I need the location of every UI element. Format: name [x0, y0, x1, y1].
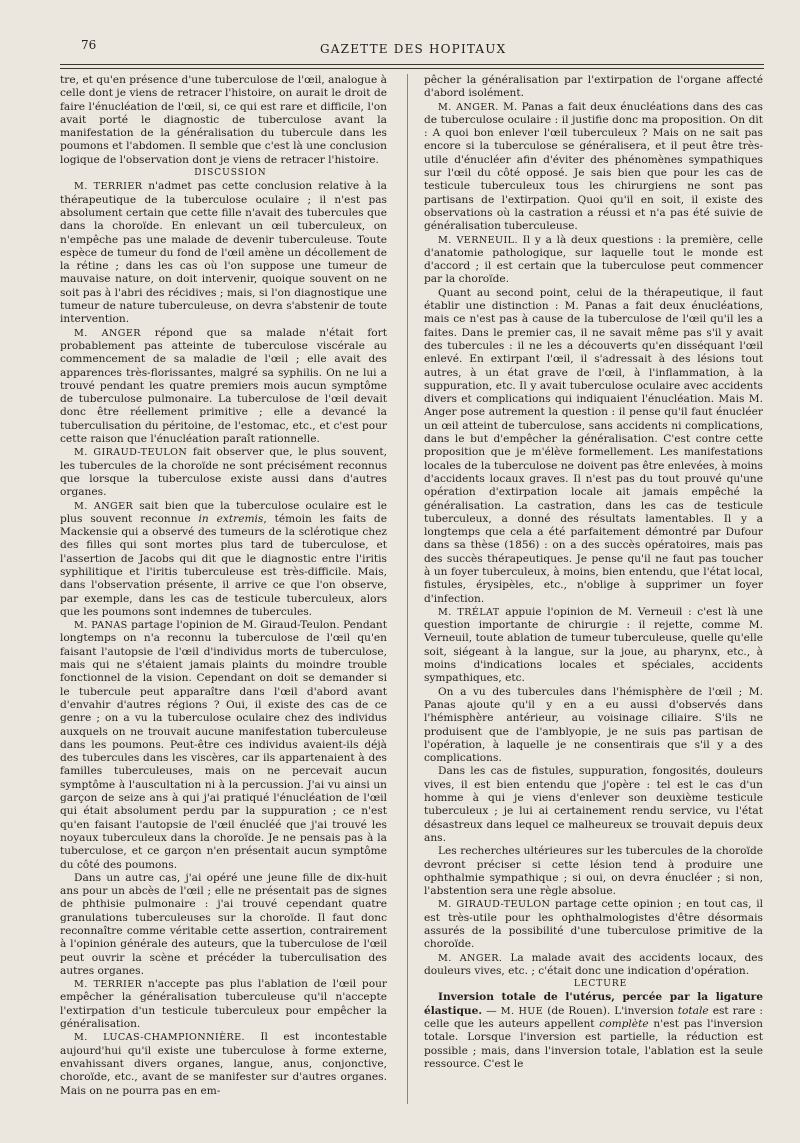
section-heading: DISCUSSION: [194, 168, 267, 179]
section-heading: LECTURE: [573, 979, 628, 990]
paragraph: M. TRÉLAT appuie l'opinion de M. Verneuil : c'est là une question importante de chirurgie : il rejette, comme M. Verneuil, toute ablation de tumeur tuberculeuse, quelle qu'elle soit, siégeant à la langue, sur la joue, au pharynx, etc., à moins d'indications locales et spéciales, accidents sympathiques, etc.: [424, 605, 764, 685]
paragraph: Dans les cas de fistules, suppuration, fongosités, douleurs vives, il est bien entendu que j'opère : tel est le cas d'un homme à qui je viens d'enlever son deuxième testicule tuberculeux ; je lui ai certainement rendu service, vu l'état désastreux dans lequel ce malheureux se trouvait depuis deux ans.: [424, 765, 763, 844]
speaker-name: M. TERRIER: [74, 181, 143, 193]
paragraph: M. ANGER. M. Panas a fait deux énucléations dans des cas de tuberculose oculaire : il justifie donc ma proposition. On dit : A quoi bon enlever l'œil tuberculeux ? Mais on ne sait pas encore si la tuberculose se généralisera, et il peut être très-utile d'énucléer afin d'éviter des phénomènes sympathiques sur l'œil du côté opposé. Je sais bien que pour les cas de testicule tuberculeux tous les chirurgiens ne sont pas partisans de l'extirpation. Quoi qu'il en soit, il existe des observations où la castration a réussi et n'a pas été suivie de généralisation tuberculeuse.: [424, 100, 763, 233]
right-column: [424, 74, 763, 1071]
paragraph: M. ANGER. La malade avait des accidents locaux, des douleurs vives, etc. ; c'était donc une indication d'opération.: [424, 951, 764, 977]
paragraph: M. ANGER répond que sa malade n'était fort probablement pas atteinte de tuberculose viscérale au commencement de sa maladie de l'œil ; elle avait des apparences très-florissantes, malgré sa syphilis. On ne lui a trouvé pendant les quatre premiers mois aucun symptôme de tuberculose pulmonaire. La tuberculose de l'œil devait donc être réellement primitive ; elle a devancé la tuberculisation du péritoine, de l'estomac, etc., et c'est pour cette raison que l'énucléation paraît rationnelle.: [60, 326, 387, 446]
speaker-name: M. VERNEUIL.: [438, 234, 518, 246]
speaker-name: M. ANGER.: [438, 101, 499, 113]
speaker-name: M. HUE: [500, 1005, 544, 1017]
paragraph: M. TERRIER n'accepte pas plus l'ablation de l'œil pour empêcher la généralisation tuberculeuse qu'il n'accepte l'extirpation d'un testicule tuberculeux pour empêcher la généralisation.: [60, 978, 387, 1031]
paragraph: M. GIRAUD-TEULON partage cette opinion ; en tout cas, il est très-utile pour les ophthalmologistes d'être désormais assurés de la possibilité d'une tuberculose primitive de la choroïde.: [424, 898, 763, 951]
speaker-name: M. TERRIER: [74, 979, 143, 991]
column-divider: [407, 74, 408, 1104]
paragraph: M. LUCAS-CHAMPIONNIÈRE. Il est incontestable aujourd'hui qu'il existe une tuberculose à forme externe, envahissant divers organes, langue, anus, conjonctive, choroïde, etc., avant de se manifester sur d'autres organes. Mais on ne pourra pas en em-: [60, 1031, 387, 1097]
paragraph: M. VERNEUIL. Il y a là deux questions : la première, celle d'anatomie pathologique, sur laquelle tout le monde est d'accord ; il est certain que la tuberculose peut commencer par la choroïde.: [424, 233, 763, 286]
speaker-name: M. PANAS: [74, 620, 128, 632]
speaker-name: M. GIRAUD-TEULON: [74, 447, 188, 459]
paragraph: tre, et qu'en présence d'une tuberculose de l'œil, analogue à celle dont je viens de retracer l'histoire, on aurait le droit de faire l'énucléation de l'œil, si, ce qui est rare et difficile, l'on avait porté le diagnostic de tuberculose avant la manifestation de la généralisation du tubercule dans les poumons et l'abdomen. Il semble que c'est là une conclusion logique de l'observation dont je viens de retracer l'histoire.: [60, 74, 387, 166]
header-rule: [60, 68, 764, 69]
paragraph: Quant au second point, celui de la thérapeutique, il faut établir une distinction : M. Panas a fait deux énucléations, mais ce n'est pas à cause de la tuberculose de l'œil qu'il les a faites. Dans le premier cas, il ne savait même pas s'il y avait des tubercules : il ne les a découverts qu'en disséquant l'œil enlevé. En extirpant l'œil, il s'adressait à des lésions tout autres, à un état grave de l'œil, à l'inflammation, à la suppuration, etc. Il y avait tuberculose oculaire avec accidents divers et complications qui indiquaient l'énucléation. Mais M. Anger pose autrement la question : il pense qu'il faut énucléer un œil atteint de tuberculose, sans accidents ni complications, dans le but d'empêcher la généralisation. C'est contre cette proposition que je m'élève formellement. Les manifestations locales de la tuberculose ne doivent pas être enlevées, à moins d'accidents locaux graves. Il n'est pas du tout prouvé qu'une opération d'extirpation locale ait jamais empêché la généralisation. La castration, dans les cas de testicule tuberculeux, a donné des résultats lamentables. Il y a longtemps que cela a été parfaitement démontré par Dufour dans sa thèse (1856) : on a des succès opératoires, mais pas des succès thérapeutiques. Je pense qu'il ne faut pas toucher à un foyer tuberculeux, à moins, bien entendu, que l'état local, fistules, érysipèles, etc., n'oblige à supprimer un foyer d'infection.: [424, 286, 763, 605]
speaker-name: M. ANGER.: [438, 952, 503, 964]
article-title: Inversion totale de l'utérus, percée par la ligature élastique.: [424, 991, 763, 1017]
paragraph: Inversion totale de l'utérus, percée par la ligature élastique. — M. HUE (de Rouen). L'inversion totale est rare : celle que les auteurs appellent complète n'est pas l'inversion totale. Lorsque l'inversion est partielle, la réduction est possible ; mais, dans l'inversion totale, l'ablation est la seule ressource. C'est le: [424, 991, 763, 1070]
page-number: 76: [81, 38, 97, 52]
speaker-name: M. ANGER: [74, 327, 141, 339]
paragraph: On a vu des tubercules dans l'hémisphère de l'œil ; M. Panas ajoute qu'il y en a eu aussi d'observés dans l'hémisphère antérieur, au voisinage ciliaire. S'ils ne produisent que de l'amblyopie, je ne suis pas partisan de l'opération, à laquelle je ne consentirais que s'il y a des complications.: [424, 685, 763, 765]
paragraph: Dans un autre cas, j'ai opéré une jeune fille de dix-huit ans pour un abcès de l'œil ; elle ne présentait pas de signes de phthisie pulmonaire : j'ai trouvé cependant quatre granulations tuberculeuses sur la choroïde. Il faut donc reconnaître comme véritable cette assertion, contrairement à l'opinion générale des auteurs, que la tuberculose de l'œil peut ouvrir la scène et précéder la tuberculisation des autres organes.: [60, 871, 387, 977]
paragraph: M. GIRAUD-TEULON fait observer que, le plus souvent, les tubercules de la choroïde ne sont précisément reconnus que lorsque la tuberculose existe aussi dans d'autres organes.: [60, 446, 387, 499]
paragraph: M. PANAS partage l'opinion de M. Giraud-Teulon. Pendant longtemps on n'a reconnu la tuberculose de l'œil qu'en faisant l'autopsie de l'œil d'individus morts de tuberculose, mais qui ne s'étaient jamais plaints du moindre trouble fonctionnel de la vision. Cependant on doit se demander si le tubercule peut apparaître dans l'œil d'abord avant d'envahir d'autres régions ? Oui, il existe des cas de ce genre ; on a vu la tuberculose oculaire chez des individus auxquels on ne trouvait aucune manifestation tuberculeuse dans les poumons. Peut-être ces individus avaient-ils déjà des tubercules dans les viscères, car ils appartenaient à des familles tuberculeuses, mais on ne percevait aucun symptôme à l'auscultation ni à la percussion. J'ai vu ainsi un garçon de seize ans à qui j'ai pratiqué l'énucléation de l'œil qui était absolument perdu par la suppuration ; ce n'est qu'en faisant l'autopsie de l'œil énucléé que j'ai trouvé les noyaux tuberculeux dans la choroïde. Je ne pensais pas à la tuberculose, et ce garçon n'en présentait aucun symptôme du côté des poumons.: [60, 619, 387, 871]
paragraph: pêcher la généralisation par l'extirpation de l'organe affecté d'abord isolément.: [424, 74, 763, 100]
speaker-name: M. ANGER: [74, 500, 134, 512]
speaker-name: M. TRÉLAT: [438, 606, 500, 618]
speaker-name: M. LUCAS-CHAMPIONNIÈRE.: [74, 1032, 245, 1044]
paragraph: Les recherches ultérieures sur les tubercules de la choroïde devront préciser si cette lésion tend à produire une ophthalmie sympathique ; si oui, on devra énucléer ; si non, l'abstention sera une règle absolue.: [424, 845, 763, 898]
header-rule: [60, 64, 764, 65]
running-title: GAZETTE DES HOPITAUX: [320, 42, 507, 56]
paragraph: M. TERRIER n'admet pas cette conclusion relative à la thérapeutique de la tuberculose oculaire ; il n'est pas absolument certain que cette fille n'avait des tubercules que dans la choroïde. En enlevant un œil tuberculeux, on n'empêche pas une malade de devenir tuberculeuse. Toute espèce de tumeur du fond de l'œil amène un décollement de la rétine ; dans les cas où l'on suppose une tumeur de mauvaise nature, on doit intervenir, quoique souvent on ne soit pas à l'abri des récidives ; mais, si l'on diagnostique une tumeur de nature tuberculeuse, on devra s'abstenir de toute intervention.: [60, 180, 387, 326]
left-column: [60, 74, 387, 1098]
paragraph: M. ANGER sait bien que la tuberculose oculaire est le plus souvent reconnue in extremis, témoin les faits de Mackensie qui a observé des tumeurs de la sclérotique chez des filles qui sont mortes plus tard de tuberculose, et l'assertion de Jacobs qui dit que le diagnostic entre l'iritis syphilitique et l'iritis tuberculeuse est très-difficile. Mais, dans l'observation présente, il arrive ce que l'on observe, par exemple, dans les cas de testicule tuberculeux, alors que les poumons sont indemnes de tubercules.: [60, 499, 388, 618]
speaker-name: M. GIRAUD-TEULON: [438, 899, 551, 911]
